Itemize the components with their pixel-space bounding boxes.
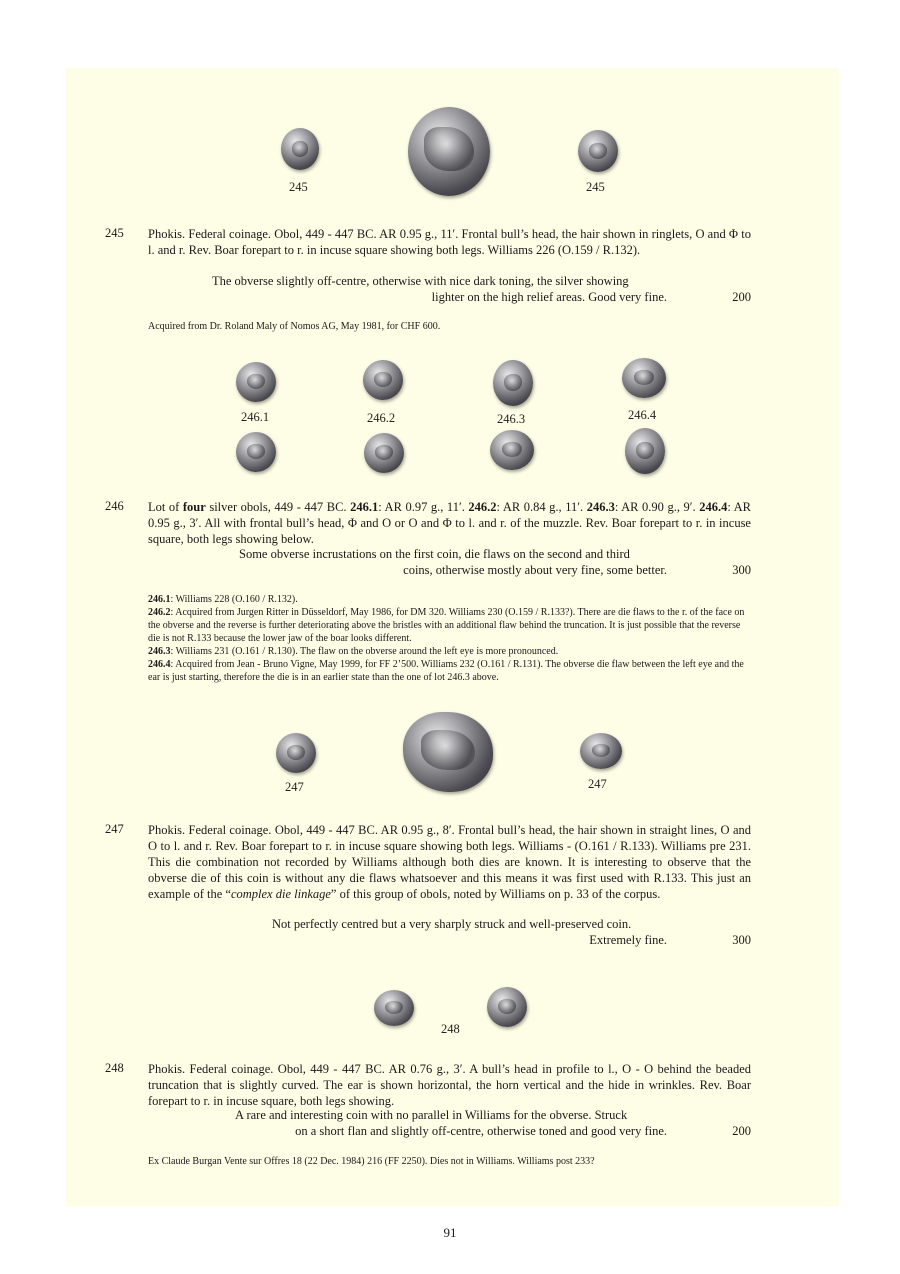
coin-reverse-image [580, 733, 622, 769]
coin-caption: 248 [441, 1022, 460, 1036]
lot-price: 200 [732, 1124, 751, 1138]
lot-description: Phokis. Federal coinage. Obol, 449 - 447 BC. AR 0.95 g., 8′. Frontal bull’s head, the hair shown in straight lines, O and O to l. and r. Rev. Boar forepart to r. in incuse square showing both legs. Williams - (O.161 / R.133). Williams pre 231. This die combination not recorded by Williams although both dies are known. It is interesting to observe that the obverse die of this coin is without any die flaws whatsoever and this means it was first used with R.133. This just an example of the “complex die linkage” of this group of obols, noted by Williams on p. 33 of the corpus. [148, 823, 751, 901]
lot-number: 245 [105, 226, 124, 240]
coin-reverse-image [625, 428, 665, 474]
condition-line: coins, otherwise mostly about very fine, some better. [403, 563, 667, 577]
coin-caption: 246.3 [497, 412, 526, 426]
coin-reverse-image [236, 432, 276, 472]
coin-caption: 246.4 [628, 408, 657, 422]
lot-description: Lot of four silver obols, 449 - 447 BC. 246.1: AR 0.97 g., 11′. 246.2: AR 0.84 g., 11′. 246.3: AR 0.90 g., 9′. 246.4: AR 0.95 g., 3′. All with frontal bull’s head, Φ and O or O and Φ to l. and r. of the muzzle. Rev. Boar forepart to r. in incuse square, both legs showing below. [148, 500, 752, 546]
condition-line: A rare and interesting coin with no parallel in Williams for the obverse. Struck [235, 1108, 628, 1122]
coin-reverse-image [364, 433, 404, 473]
condition-line: Not perfectly centred but a very sharply struck and well-preserved coin. [272, 917, 632, 931]
condition-line: Extremely fine. [589, 933, 667, 947]
coin-caption: 245 [289, 180, 308, 194]
coin-caption: 246.1 [241, 410, 270, 424]
lot-price: 300 [732, 563, 751, 577]
condition-line: on a short flan and slightly off-centre, otherwise toned and good very fine. [295, 1124, 667, 1138]
coin-caption: 247 [588, 777, 607, 791]
coin-enlargement-image [408, 107, 490, 196]
coin-caption: 245 [586, 180, 605, 194]
coin-obverse-image [236, 362, 276, 402]
lot-price: 300 [732, 933, 751, 947]
lot-number: 247 [105, 822, 124, 836]
condition-line: The obverse slightly off-centre, otherwise with nice dark toning, the silver showing [212, 274, 629, 288]
coin-reverse-image [487, 987, 527, 1027]
condition-line: Some obverse incrustations on the first coin, die flaws on the second and third [239, 547, 630, 561]
coin-obverse-image [281, 128, 319, 170]
lot-price: 200 [732, 290, 751, 304]
coin-reverse-image [490, 430, 534, 470]
page-number: 91 [443, 1225, 457, 1240]
lot-description: Phokis. Federal coinage. Obol, 449 - 447 BC. AR 0.76 g., 3′. A bull’s head in profile to l., O - O behind the beaded truncation that is slightly curved. The ear is shown horizontal, the horn vertical and the hide in wrinkles. Rev. Boar forepart to r. in incuse square, both legs showing. [148, 1062, 751, 1108]
coin-obverse-image [622, 358, 666, 398]
coin-reverse-image [578, 130, 618, 172]
lot-number: 248 [105, 1061, 124, 1075]
provenance-note: Ex Claude Burgan Vente sur Offres 18 (22 Dec. 1984) 216 (FF 2250). Dies not in Williams. Williams post 233? [148, 1156, 595, 1167]
coin-caption: 246.2 [367, 411, 396, 425]
coin-obverse-image [276, 733, 316, 773]
provenance-note: Acquired from Dr. Roland Maly of Nomos AG, May 1981, for CHF 600. [148, 321, 441, 332]
coin-enlargement-image [403, 712, 493, 792]
coin-obverse-image [493, 360, 533, 406]
coin-caption: 247 [285, 780, 304, 794]
lot-description: Phokis. Federal coinage. Obol, 449 - 447 BC. AR 0.95 g., 11′. Frontal bull’s head, the hair shown in ringlets, O and Φ to l. and r. Rev. Boar forepart to r. in incuse square showing both legs. Williams 226 (O.159 / R.132). [148, 227, 751, 257]
provenance-notes: 246.1: Williams 228 (O.160 / R.132). 246.2: Acquired from Jurgen Ritter in Düsseldorf, May 1986, for DM 320. Williams 230 (O.159 / R.133?). There are die flaws to the r. of the face on the obverse and the reverse is further deteriorating above the bristles with an additional flaw behind the truncation. It is just possible that the reverse die is not R.133 because the lower jaw of the boar looks different. 246.3: Williams 231 (O.161 / R.130). The flaw on the obverse around the left eye is more pronounced. 246.4: Acquired from Jean - Bruno Vigne, May 1999, for FF 2’500. Williams 232 (O.161 / R.131). The obverse die flaw between the left eye and the ear is just starting, therefore the die is in an earlier state than the one of lot 246.3 above. [148, 594, 745, 683]
lot-number: 246 [105, 499, 124, 513]
coin-obverse-image [363, 360, 403, 400]
condition-line: lighter on the high relief areas. Good very fine. [431, 290, 667, 304]
coin-obverse-image [374, 990, 414, 1026]
